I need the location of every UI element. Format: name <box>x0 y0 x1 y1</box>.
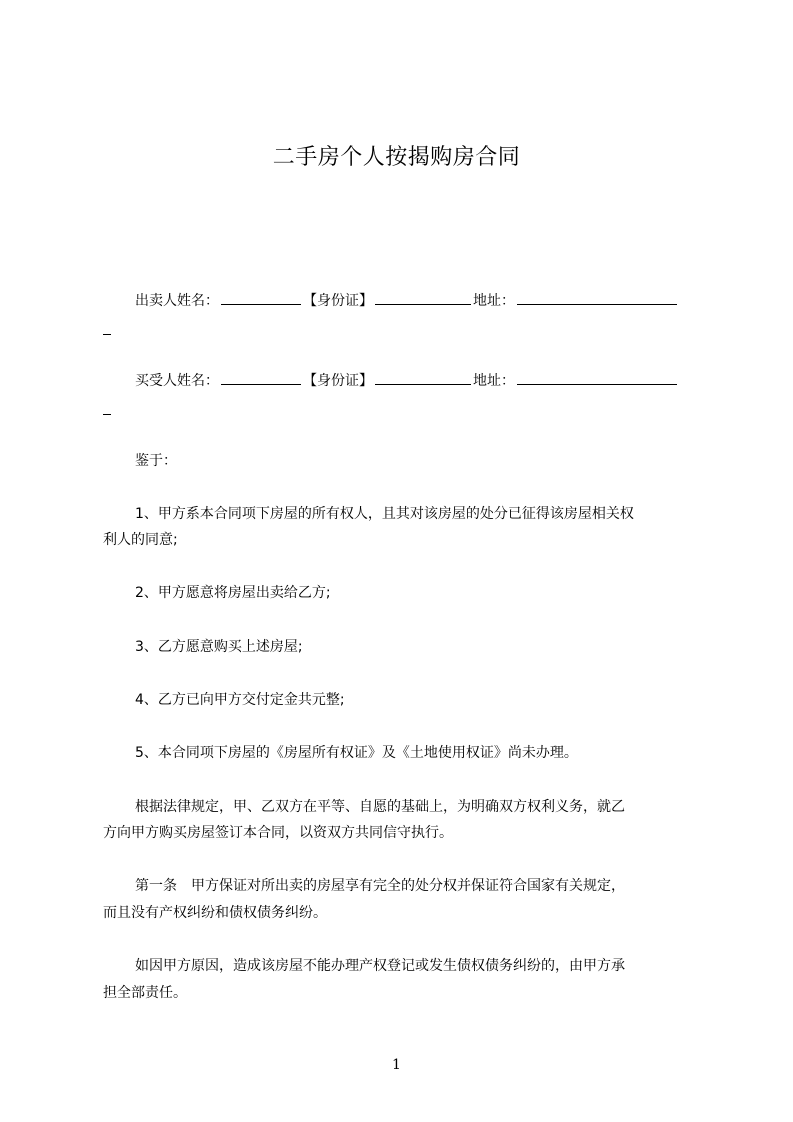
seller-address-blank-continued <box>103 333 111 335</box>
paragraph-1-line-1: 根据法律规定，甲、乙双方在平等、自愿的基础上，为明确双方权利义务，就乙 <box>135 799 625 815</box>
clause-3: 3、乙方愿意购买上述房屋; <box>135 639 303 655</box>
document-title: 二手房个人按揭购房合同 <box>272 145 521 170</box>
seller-name-label: 出卖人姓名： <box>135 293 219 309</box>
whereas-heading: 鉴于： <box>135 453 177 469</box>
clause-4: 4、乙方已向甲方交付定金共元整; <box>135 692 345 708</box>
buyer-address-blank-continued <box>103 413 111 415</box>
paragraph-3-line-2: 担全部责任。 <box>103 985 187 1001</box>
buyer-name-label: 买受人姓名： <box>135 373 219 389</box>
seller-id-label: 【身份证】 <box>303 293 373 309</box>
clause-5: 5、本合同项下房屋的《房屋所有权证》及《土地使用权证》尚未办理。 <box>135 745 578 761</box>
article-1-line-1: 第一条 甲方保证对所出卖的房屋享有完全的处分权并保证符合国家有关规定， <box>135 878 625 894</box>
buyer-line <box>103 370 755 391</box>
buyer-id-blank[interactable] <box>375 370 471 385</box>
seller-address-blank[interactable] <box>517 290 677 305</box>
buyer-name-blank[interactable] <box>221 370 301 385</box>
seller-id-blank[interactable] <box>375 290 471 305</box>
clause-1-line-1: 1、甲方系本合同项下房屋的所有权人，且其对该房屋的处分已征得该房屋相关权 <box>135 506 634 522</box>
buyer-id-label: 【身份证】 <box>303 373 373 389</box>
paragraph-1-line-2: 方向甲方购买房屋签订本合同，以资双方共同信守执行。 <box>103 825 453 841</box>
buyer-address-label: 地址： <box>473 373 515 389</box>
clause-1-line-2: 利人的同意; <box>103 532 178 548</box>
seller-line <box>103 290 755 311</box>
buyer-address-blank[interactable] <box>517 370 677 385</box>
seller-name-blank[interactable] <box>221 290 301 305</box>
clause-2: 2、甲方愿意将房屋出卖给乙方; <box>135 585 331 601</box>
page-number: 1 <box>392 1057 401 1073</box>
seller-address-label: 地址： <box>473 293 515 309</box>
article-1-line-2: 而且没有产权纠纷和债权债务纠纷。 <box>103 905 327 921</box>
paragraph-3-line-1: 如因甲方原因，造成该房屋不能办理产权登记或发生债权债务纠纷的，由甲方承 <box>135 958 625 974</box>
